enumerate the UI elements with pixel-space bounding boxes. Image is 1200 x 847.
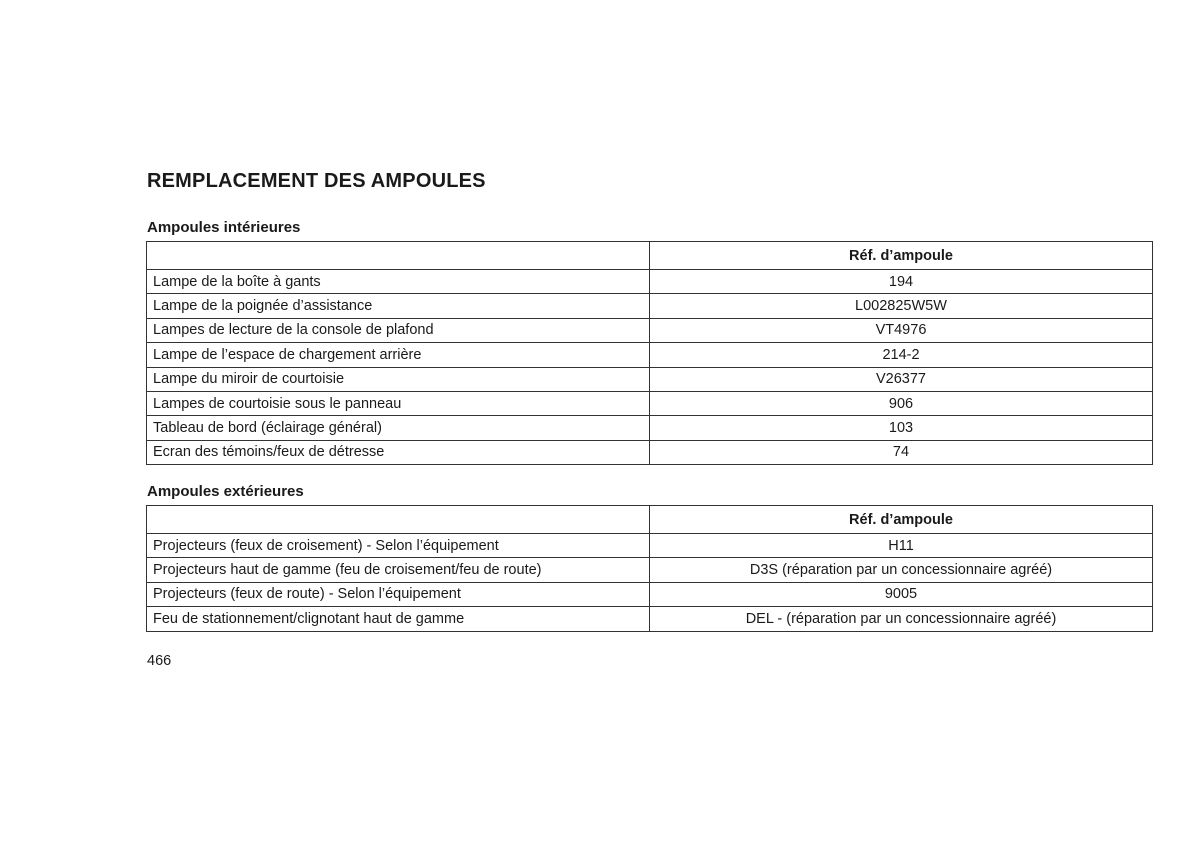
table-row	[147, 270, 1153, 294]
interior-bulbs-table	[146, 241, 1153, 465]
column-header-item	[147, 506, 650, 534]
bulb-location-cell: Projecteurs (feux de croisement) - Selon l’équipement	[147, 534, 650, 558]
exterior-bulbs-table	[146, 505, 1153, 632]
bulb-location-cell: Tableau de bord (éclairage général)	[147, 416, 650, 440]
table-row	[147, 534, 1153, 558]
bulb-ref-cell: 74	[650, 440, 1153, 464]
bulb-location-cell: Lampe de la boîte à gants	[147, 270, 650, 294]
bulb-location-cell: Feu de stationnement/clignotant haut de gamme	[147, 607, 650, 631]
bulb-ref-cell: L002825W5W	[650, 294, 1153, 318]
bulb-location-cell: Ecran des témoins/feux de détresse	[147, 440, 650, 464]
page-title: REMPLACEMENT DES AMPOULES	[147, 170, 486, 192]
bulb-location-cell: Projecteurs (feux de route) - Selon l’équipement	[147, 582, 650, 606]
table-row	[147, 558, 1153, 582]
table-row	[147, 416, 1153, 440]
table-header-row	[147, 242, 1153, 270]
bulb-ref-cell: V26377	[650, 367, 1153, 391]
table-row	[147, 318, 1153, 342]
column-header-bulb-ref: Réf. d’ampoule	[650, 506, 1153, 534]
bulb-ref-cell: H11	[650, 534, 1153, 558]
bulb-ref-cell: 214-2	[650, 343, 1153, 367]
bulb-ref-cell: 103	[650, 416, 1153, 440]
table-row	[147, 607, 1153, 631]
bulb-ref-cell: 194	[650, 270, 1153, 294]
table-row	[147, 582, 1153, 606]
exterior-bulbs-heading: Ampoules extérieures	[147, 483, 304, 500]
bulb-ref-cell: DEL - (réparation par un concessionnaire agréé)	[650, 607, 1153, 631]
bulb-location-cell: Lampe de l’espace de chargement arrière	[147, 343, 650, 367]
bulb-location-cell: Lampes de courtoisie sous le panneau	[147, 391, 650, 415]
table-row	[147, 440, 1153, 464]
bulb-ref-cell: 906	[650, 391, 1153, 415]
bulb-location-cell: Lampes de lecture de la console de plafond	[147, 318, 650, 342]
table-row	[147, 391, 1153, 415]
page-number: 466	[147, 653, 172, 669]
interior-bulbs-heading: Ampoules intérieures	[147, 219, 301, 236]
column-header-item	[147, 242, 650, 270]
table-header-row	[147, 506, 1153, 534]
bulb-ref-cell: D3S (réparation par un concessionnaire agréé)	[650, 558, 1153, 582]
bulb-ref-cell: VT4976	[650, 318, 1153, 342]
bulb-location-cell: Lampe de la poignée d’assistance	[147, 294, 650, 318]
bulb-location-cell: Projecteurs haut de gamme (feu de croisement/feu de route)	[147, 558, 650, 582]
table-row	[147, 367, 1153, 391]
bulb-ref-cell: 9005	[650, 582, 1153, 606]
column-header-bulb-ref: Réf. d’ampoule	[650, 242, 1153, 270]
bulb-location-cell: Lampe du miroir de courtoisie	[147, 367, 650, 391]
table-row	[147, 294, 1153, 318]
table-row	[147, 343, 1153, 367]
